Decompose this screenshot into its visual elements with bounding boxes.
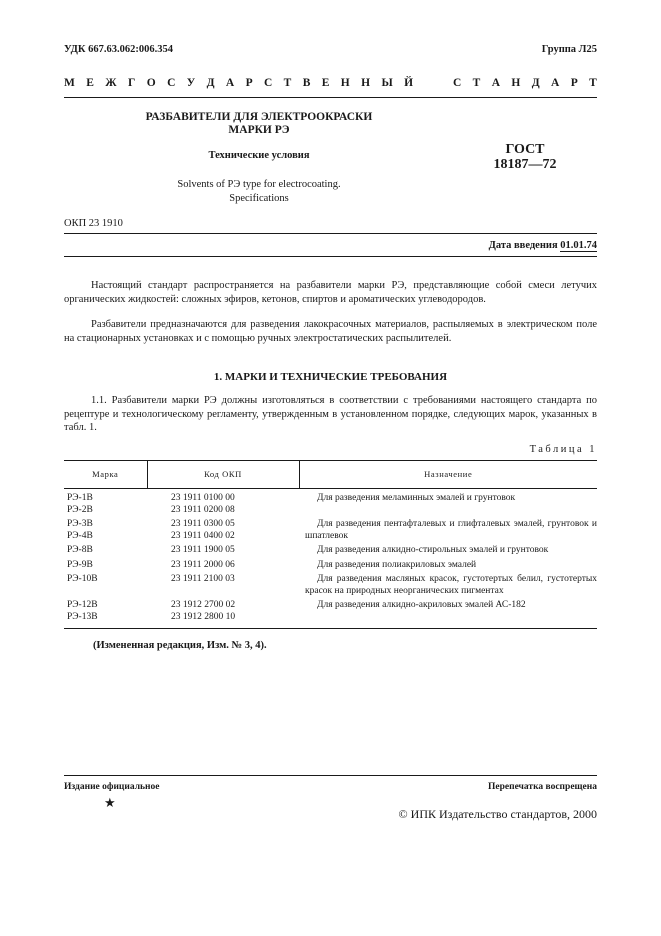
star-icon: ★ <box>104 795 116 810</box>
purpose-text: Для разведения полиакриловых эмалей <box>317 559 477 570</box>
banner-letter: Д <box>531 77 540 89</box>
banner-letter: Т <box>472 77 481 89</box>
middle-rule <box>64 233 597 234</box>
grade: РЭ-2В <box>67 504 93 515</box>
okp-code-value: 23 1911 0100 00 <box>171 493 235 503</box>
official-edition-label: Издание официальное <box>64 782 160 792</box>
grade-cell <box>64 557 147 572</box>
okp-cell <box>147 489 299 517</box>
header-purpose: Назначение <box>299 461 597 489</box>
effective-date <box>489 240 597 251</box>
banner-letter: В <box>302 77 311 89</box>
banner-letter: А <box>491 77 500 89</box>
okp-cell <box>147 516 299 542</box>
okp-cell <box>147 557 299 572</box>
header-okp-code: Код ОКП <box>147 461 299 489</box>
banner-letter: А <box>225 77 235 89</box>
standard-banner <box>64 77 597 89</box>
amendment-note: (Измененная редакция, Изм. № 3, 4). <box>93 640 267 651</box>
document-subtitle: Технические условия <box>208 150 310 161</box>
english-title <box>100 178 418 206</box>
date-rule <box>64 256 597 257</box>
banner-letter: Ж <box>105 77 117 89</box>
header-grade: Марка <box>64 461 147 489</box>
banner-letter: Д <box>206 77 215 89</box>
bottom-rule <box>64 775 597 776</box>
okp-code-value: 23 1911 2100 03 <box>171 574 235 584</box>
title-line: МАРКИ РЭ <box>228 124 290 136</box>
table-row <box>64 597 597 629</box>
english-title-line: Specifications <box>229 193 289 204</box>
okp-code-value: 23 1912 2800 10 <box>171 611 236 622</box>
section-heading: 1. МАРКИ И ТЕХНИЧЕСКИЕ ТРЕБОВАНИЯ <box>213 371 448 383</box>
purpose-cell <box>299 597 597 629</box>
banner-letter: А <box>551 77 560 89</box>
okp-cell <box>147 542 299 557</box>
grade: РЭ-12В <box>67 600 98 610</box>
purpose-cell <box>299 542 597 557</box>
table-row <box>64 571 597 597</box>
grade: РЭ-3В <box>67 519 93 529</box>
purpose-cell <box>299 516 597 542</box>
purpose-cell <box>299 489 597 517</box>
banner-letter: Н <box>511 77 521 89</box>
okp-code-value: 23 1911 1900 05 <box>171 545 235 555</box>
grade-cell <box>64 516 147 542</box>
table-header-row <box>64 461 597 489</box>
grade-cell <box>64 597 147 629</box>
gost-label: ГОСТ <box>505 142 545 157</box>
title-line: РАЗБАВИТЕЛИ ДЛЯ ЭЛЕКТРООКРАСКИ <box>145 111 373 123</box>
date-label: Дата введения <box>488 240 558 251</box>
grade: РЭ-1В <box>67 493 93 503</box>
grade-cell <box>64 571 147 597</box>
banner-gap <box>439 77 442 89</box>
table-row <box>64 557 597 572</box>
grade: РЭ-10В <box>67 574 98 584</box>
top-rule <box>64 97 597 98</box>
intro-paragraph: Настоящий стандарт распространяется на разбавители марки РЭ, представляющие собой смеси летучих органических жидкостей: сложных эфиров, кетонов, спиртов и ароматических углеводородов. <box>64 280 597 305</box>
udk-code: УДК 667.63.062:006.354 <box>64 44 173 55</box>
grades-table <box>64 460 597 629</box>
gost-code: 18187—72 <box>493 157 557 172</box>
table-row <box>64 516 597 542</box>
english-title-line: Solvents of РЭ type for electrocoating. <box>177 179 341 190</box>
banner-letter: С <box>263 77 273 89</box>
purpose-paragraph: Разбавители предназначаются для разведения лакокрасочных материалов, распыляемых в электрическом поле на стационарных установках и с помощью ручных электростатических распылителей. <box>64 319 597 344</box>
banner-letter: Т <box>283 77 292 89</box>
table-caption: Таблица 1 <box>529 444 597 455</box>
banner-letter: У <box>186 77 196 89</box>
okp-code-value: 23 1911 2000 06 <box>171 559 235 570</box>
banner-letter: О <box>146 77 156 89</box>
grade: РЭ-4В <box>67 530 93 541</box>
grade: РЭ-13В <box>67 611 98 622</box>
okp-code-value: 23 1911 0400 02 <box>171 530 235 541</box>
banner-letter: С <box>167 77 176 89</box>
banner-letter: М <box>64 77 75 89</box>
banner-letter: Е <box>86 77 94 89</box>
banner-letter: Н <box>361 77 371 89</box>
purpose-text: Для разведения алкидно-акриловых эмалей АС-182 <box>317 600 526 610</box>
purpose-cell <box>299 557 597 572</box>
banner-letter: Ы <box>381 77 393 89</box>
banner-letter: Й <box>404 77 414 89</box>
clause-1-1: 1.1. Разбавители марки РЭ должны изготовляться в соответствии с требованиями настоящего стандарта по рецептуре и технологическому регламенту, утвержденным в установленном порядке, следующих марок, указанных в табл. 1. <box>64 395 597 433</box>
grade-cell <box>64 489 147 517</box>
table-row <box>64 542 597 557</box>
gost-number <box>480 142 570 172</box>
table-row <box>64 489 597 517</box>
reprint-prohibited-label: Перепечатка воспрещена <box>487 782 597 792</box>
date-value: 01.01.74 <box>560 240 597 251</box>
banner-gap <box>424 77 427 89</box>
banner-letter: Т <box>589 77 597 89</box>
banner-letter: С <box>452 77 462 89</box>
group-code: Группа Л25 <box>541 44 597 55</box>
purpose-text: Для разведения масляных красок, густотертых белил, густотертых красок на природных неорганических пигментах <box>305 574 597 596</box>
banner-letter: Р <box>245 77 253 89</box>
grade: РЭ-8В <box>67 545 93 555</box>
grade-cell <box>64 542 147 557</box>
document-title <box>100 111 418 137</box>
purpose-text: Для разведения алкидно-стирольных эмалей и грунтовок <box>317 545 549 555</box>
okp-code-value: 23 1911 0200 08 <box>171 504 235 515</box>
banner-letter: Р <box>570 77 578 89</box>
purpose-text: Для разведения пентафталевых и глифталевых эмалей, грунтовок и шпатлевок <box>305 519 597 541</box>
okp-code-value: 23 1911 0300 05 <box>171 519 235 529</box>
banner-letter: Г <box>128 77 136 89</box>
banner-letter: Н <box>340 77 350 89</box>
purpose-cell <box>299 571 597 597</box>
okp-cell <box>147 571 299 597</box>
copyright: © ИПК Издательство стандартов, 2000 <box>398 807 597 821</box>
banner-letter: Е <box>321 77 330 89</box>
grade: РЭ-9В <box>67 559 93 570</box>
okp-cell <box>147 597 299 629</box>
okp-code: ОКП 23 1910 <box>64 218 123 229</box>
purpose-text: Для разведения меламинных эмалей и грунтовок <box>317 493 516 503</box>
okp-code-value: 23 1912 2700 02 <box>171 600 236 610</box>
